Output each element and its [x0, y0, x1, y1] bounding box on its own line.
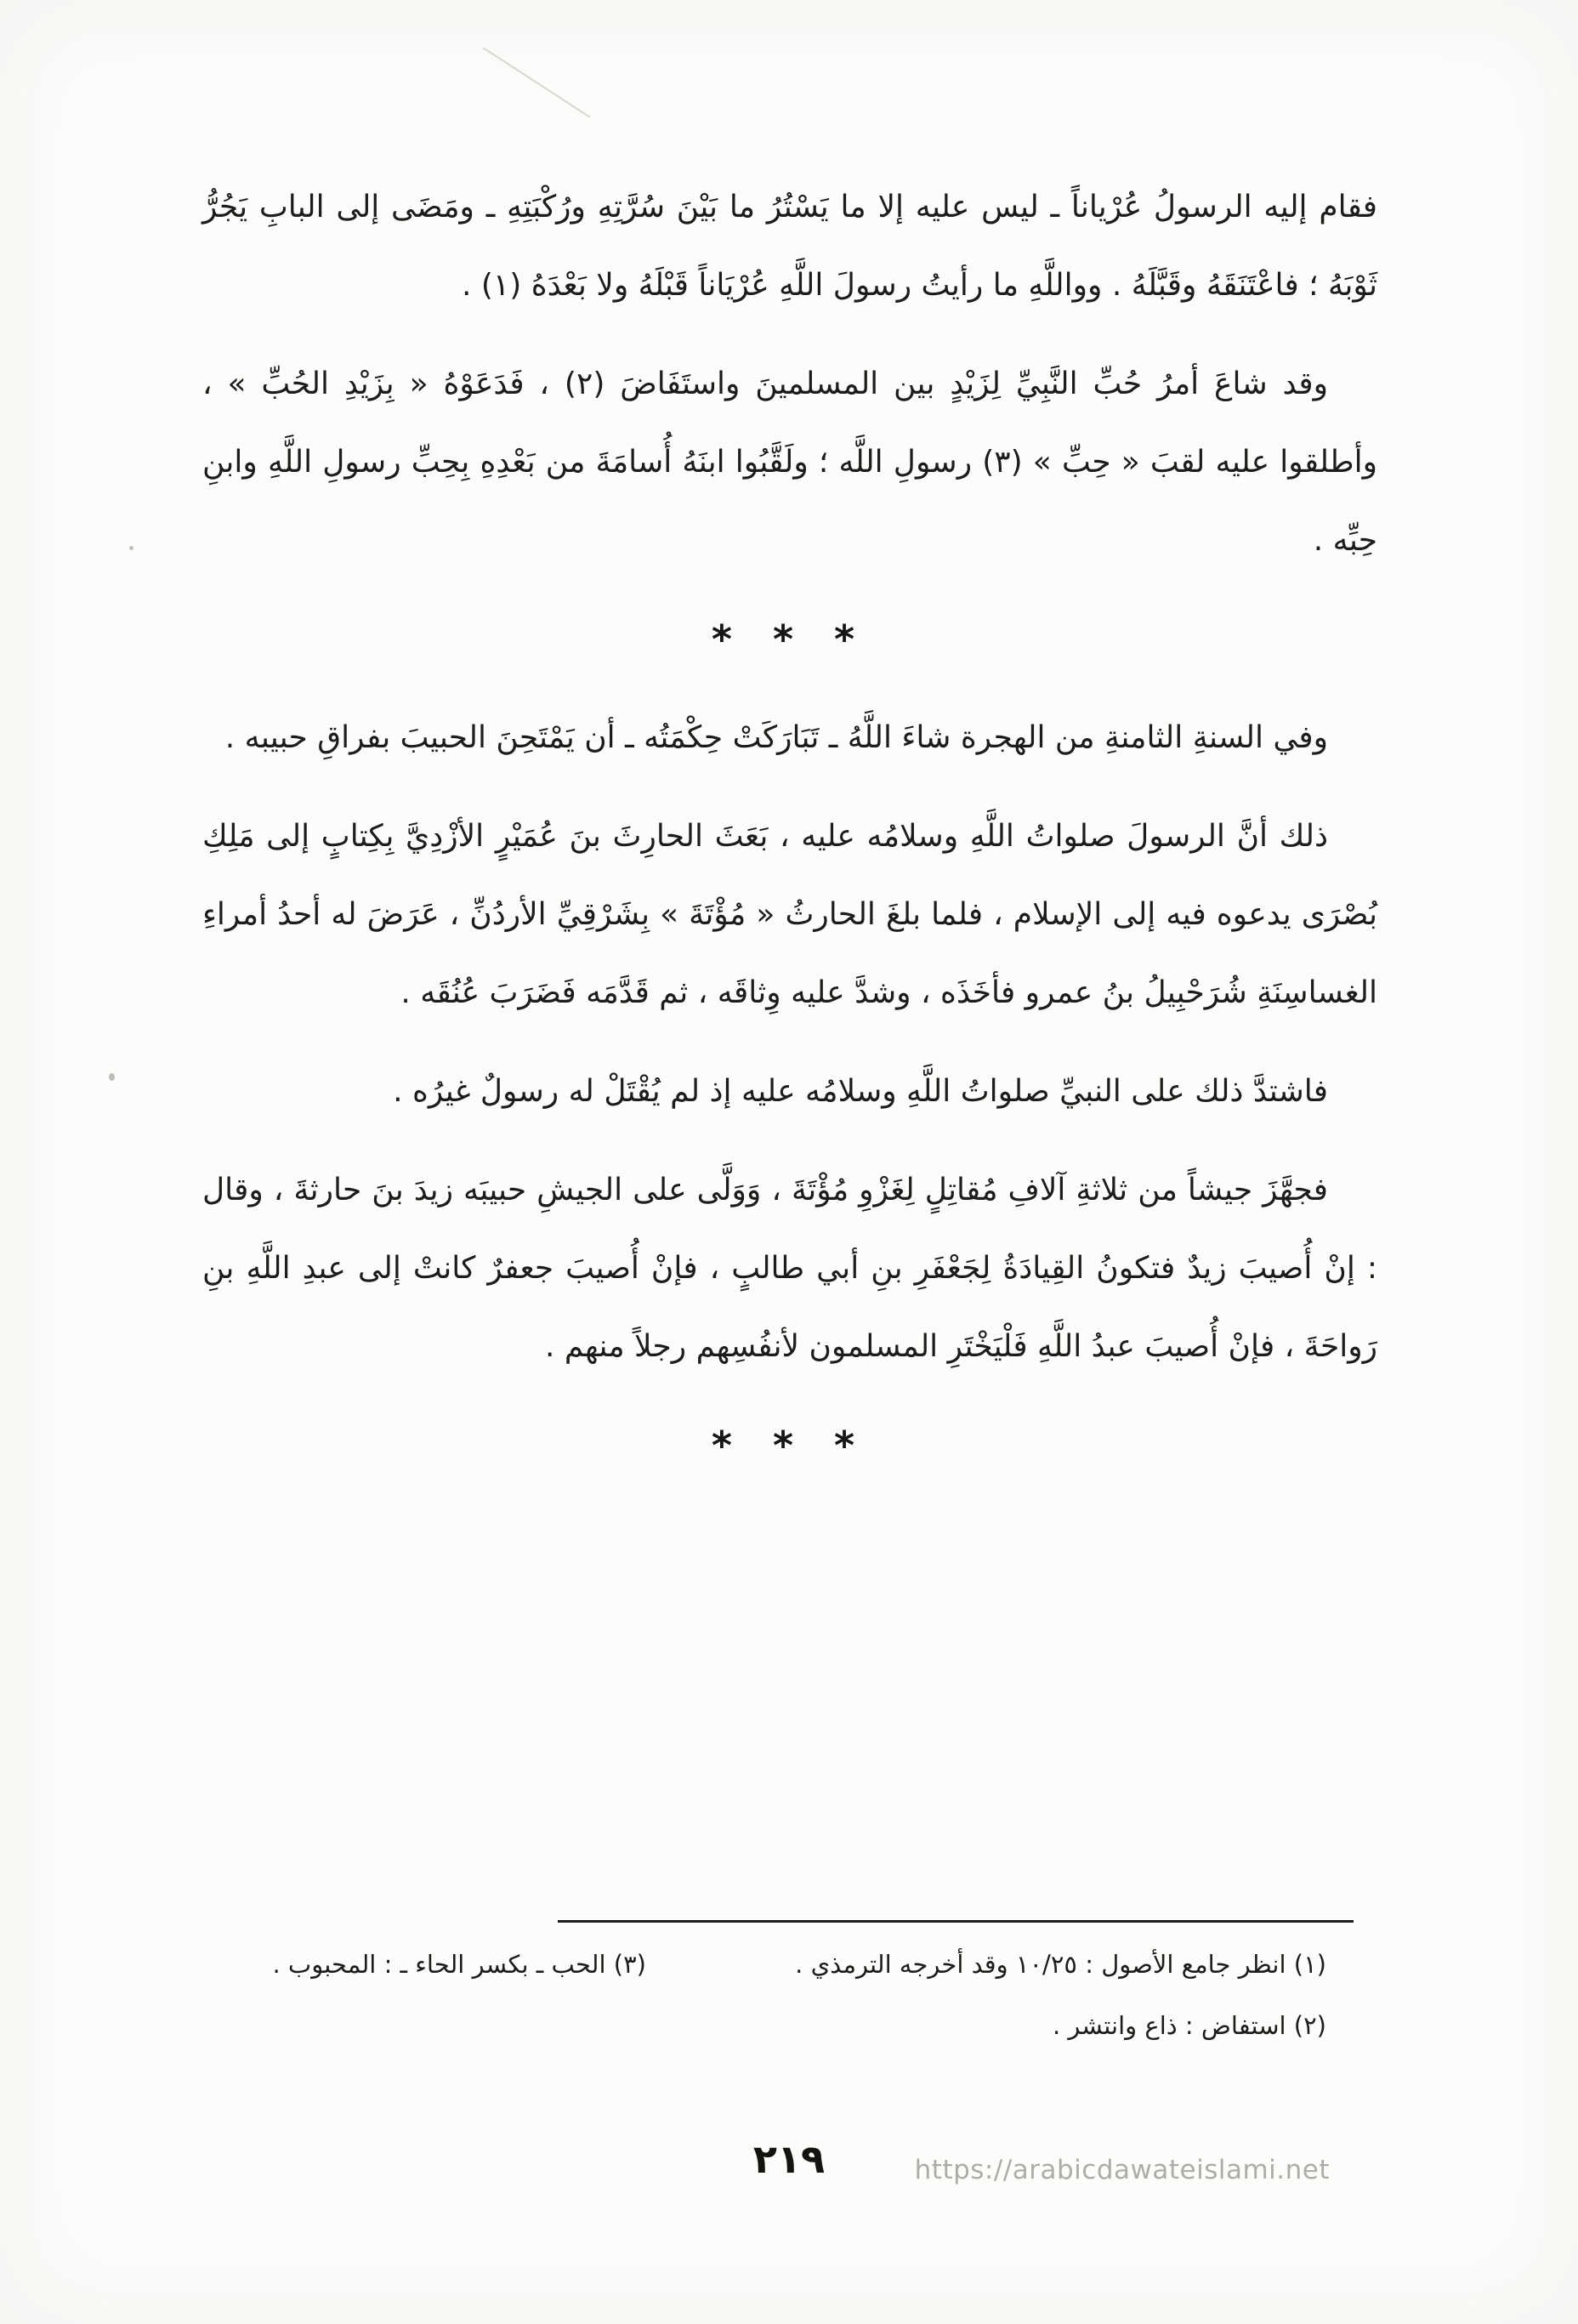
- paragraph: فاشتدَّ ذلك على النبيِّ صلواتُ اللَّهِ وسلامُه عليه إذ لم يُقْتَلْ له رسولٌ غيرُه .: [393, 1074, 1328, 1109]
- footnote-1: (١) انظر جامع الأصول : ١٠/٢٥ وقد أخرجه الترمذي .: [795, 1950, 1326, 1979]
- footnote-2: (٢) استفاض : ذاع وانتشر .: [1052, 2011, 1326, 2040]
- watermark-url: https://arabicdawateislami.net: [914, 2155, 1330, 2185]
- section-separator-stars: * * *: [711, 1423, 869, 1469]
- section-separator-stars: * * *: [711, 617, 869, 662]
- footnote-3: (٣) الحب ـ بكسر الحاء ـ : المحبوب .: [272, 1950, 646, 1979]
- scan-speck: [109, 1073, 115, 1081]
- scan-scratch: [483, 47, 591, 117]
- footnote-divider: [558, 1920, 1354, 1923]
- paragraph: فقام إليه الرسولُ عُرْياناً ـ ليس عليه إلا ما يَسْتُرُ ما بَيْنَ سُرَّتِهِ ورُكْبَتِهِ ـ ومَضَى إلى البابِ يَجُرُّ ثَوْبَهُ ؛ فاعْتَنَقَهُ وقَبَّلَهُ . وواللَّهِ ما رأيتُ رسولَ اللَّهِ عُرْيَاناً قَبْلَهُ ولا بَعْدَهُ (١) .: [202, 190, 1377, 303]
- page-number: ٢١٩: [752, 2136, 826, 2182]
- scan-speck: [129, 546, 133, 550]
- paragraph: وقد شاعَ أمرُ حُبِّ النَّبِيِّ لِزَيْدٍ بين المسلمينَ واستَفَاضَ (٢) ، فَدَعَوْهُ « بِزَيْدِ الحُبِّ » ، وأطلقوا عليه لقبَ « حِبِّ » (٣) رسولِ اللَّه ؛ ولَقَّبُوا ابنَهُ أُسامَةَ من بَعْدِهِ بِحِبِّ رسولِ اللَّهِ وابنِ حِبِّه .: [202, 366, 1377, 558]
- paragraph: وفي السنةِ الثامنةِ من الهجرة شاءَ اللَّهُ ـ تَبَارَكَتْ حِكْمَتُه ـ أن يَمْتَحِنَ الحبيبَ بفراقِ حبيبه .: [224, 720, 1328, 755]
- paragraph: فجهَّزَ جيشاً من ثلاثةِ آلافِ مُقاتِلٍ لِغَزْوِ مُؤْتَةَ ، وَوَلَّى على الجيشِ حبيبَه زيدَ بنَ حارثةَ ، وقال : إنْ أُصيبَ زيدٌ فتكونُ القِيادَةُ لِجَعْفَرِ بنِ أبي طالبٍ ، فإنْ أُصيبَ جعفرٌ كانتْ إلى عبدِ اللَّهِ بنِ رَواحَةَ ، فإنْ أُصيبَ عبدُ اللَّهِ فَلْيَخْتَرِ المسلمون لأنفُسِهم رجلاً منهم .: [202, 1173, 1377, 1364]
- body-text: [202, 168, 1377, 1505]
- paragraph: ذلك أنَّ الرسولَ صلواتُ اللَّهِ وسلامُه عليه ، بَعَثَ الحارِثَ بنَ عُمَيْرٍ الأزْدِيَّ بِكِتابٍ إلى مَلِكِ بُصْرَى يدعوه فيه إلى الإسلام ، فلما بلغَ الحارثُ « مُؤْتَةَ » بِشَرْقِيِّ الأردُنِّ ، عَرَضَ له أحدُ أمراءِ الغساسِنَةِ شُرَحْبِيلُ بنُ عمرو فأخَذَه ، وشدَّ عليه وِثاقَه ، ثم قَدَّمَه فَضَرَبَ عُنُقَه .: [202, 819, 1377, 1010]
